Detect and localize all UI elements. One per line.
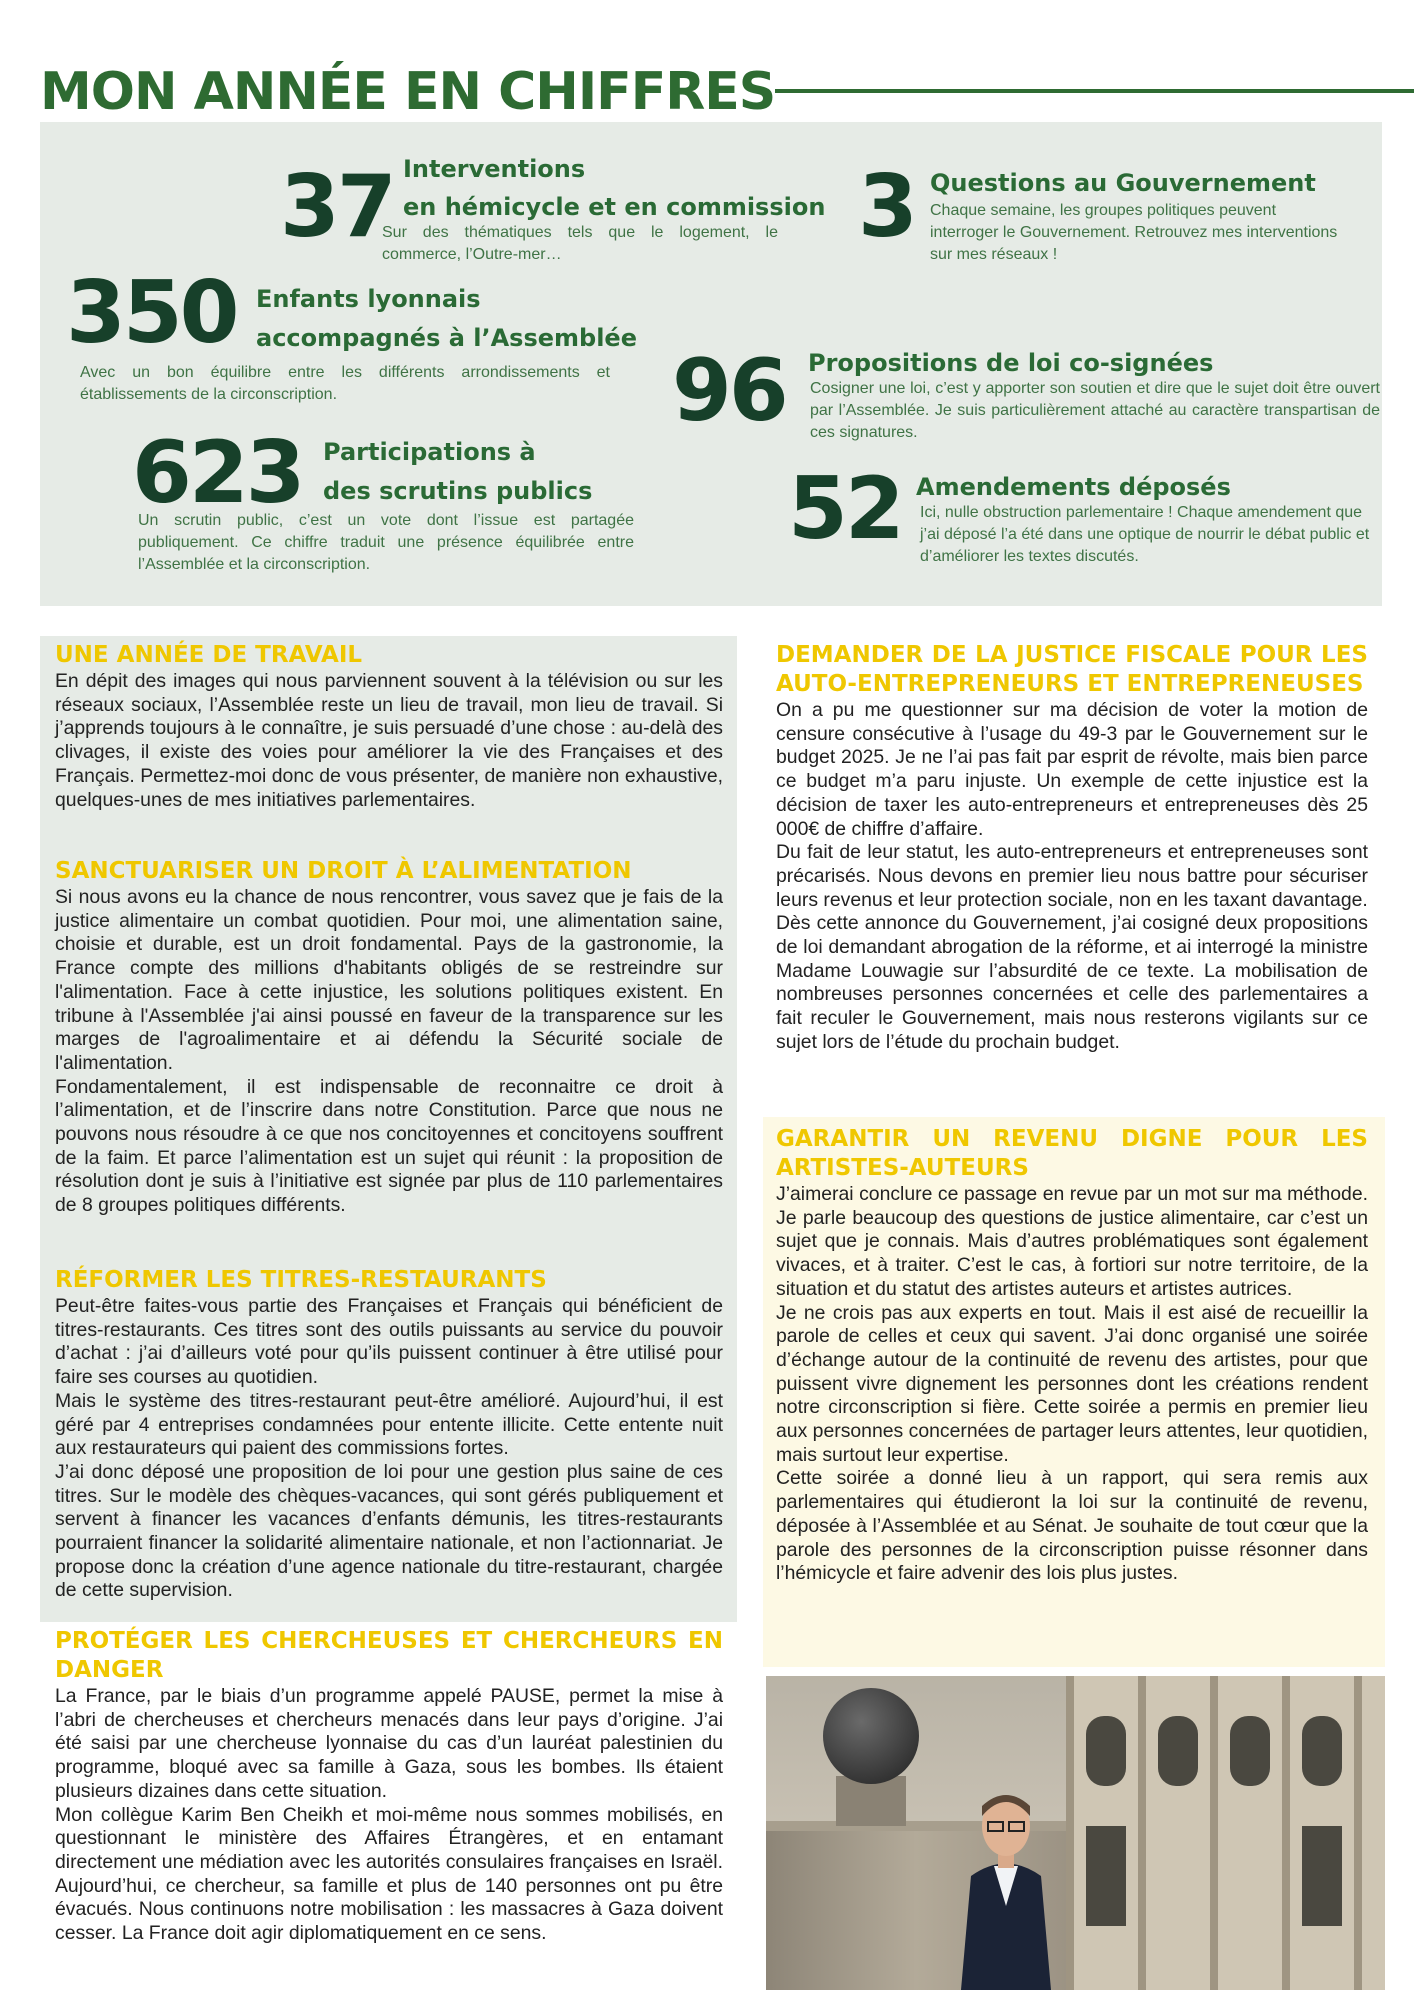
- section-title: DEMANDER DE LA JUSTICE FISCALE POUR LES AUTO-ENTREPRENEURS ET ENTREPRENEUSES: [776, 642, 1368, 697]
- section-titres-restaurants: [55, 1266, 723, 1603]
- section-body: Peut-être faites-vous partie des Françaises et Français qui bénéficient de titres-restaurants. Ces titres sont des outils puissants au service du pouvoir d’achat : j’ai d’ailleurs voté pour qu’ils puissent continuer à être utilisé pour faire ses courses au quotidien.: [55, 1295, 723, 1389]
- page-header: [40, 58, 1414, 128]
- section-body: Si nous avons eu la chance de nous rencontrer, vous savez que je fais de la justice alimentaire un combat quotidien. Pour moi, une alimentation saine, choisie et durable, est un droit fondamental. Pays de la gastronomie, la France compte des millions d'habitants obligés de se restreindre sur l'alimentation. Face à cette injustice, les solutions politiques existent. En tribune à l'Assemblée j'ai ainsi poussé en faveur de la transparence sur les marges de l'agroalimentaire et ai défendu la Sécurité sociale de l'alimentation.: [55, 886, 723, 1074]
- page-title: MON ANNÉE EN CHIFFRES: [40, 62, 776, 122]
- stat-title: en hémicycle et en commission: [403, 193, 826, 221]
- section-justice-fiscale: [776, 641, 1368, 1055]
- stat-title: des scrutins publics: [323, 477, 593, 505]
- deputy-photo: [766, 1676, 1385, 1990]
- title-rule: [775, 89, 1414, 93]
- stat-title: Questions au Gouvernement: [930, 169, 1316, 197]
- stat-description: Avec un bon équilibre entre les différents arrondissements et établissements de la circonscription.: [80, 364, 610, 403]
- stat-title: Amendements déposés: [916, 473, 1231, 501]
- section-title: SANCTUARISER UN DROIT À L’ALIMENTATION: [55, 858, 632, 884]
- section-title: RÉFORMER LES TITRES-RESTAURANTS: [55, 1267, 547, 1293]
- stat-description: Ici, nulle obstruction parlementaire ! Chaque amendement que j’ai déposé l’a été dans une optique de nourrir le débat public et d’améliorer les textes discutés.: [920, 504, 1370, 565]
- stats-panel: [40, 122, 1382, 606]
- stat-description: Cosigner une loi, c’est y apporter son soutien et dire que le sujet doit être ouvert par l’Assemblée. Je suis particulièrement attaché au caractère transpartisan de ces signatures.: [810, 380, 1380, 441]
- section-body: Cette soirée a donné lieu à un rapport, qui sera remis aux parlementaires qui étudieront la loi sur la continuité de revenu, déposée à l’Assemblée et au Sénat. Je souhaite de tout cœur que la parole des personnes de la circonscription puisse résonner dans l’hémicycle et faire advenir des lois plus justes.: [776, 1467, 1368, 1585]
- section-body: Je ne crois pas aux experts en tout. Mais il est aisé de recueillir la parole de celles et ceux qui savent. J’ai donc organisé une soirée d’échange autour de la continuité de revenu des artistes, pour que puissent vivre dignement les personnes dont les créations rendent notre circonscription si fière. Cette soirée a permis en premier lieu aux personnes concernées de partager leurs attentes, leur quotidien, mais surtout leur expertise.: [776, 1301, 1368, 1466]
- section-body: En dépit des images qui nous parviennent souvent à la télévision ou sur les réseaux sociaux, l’Assemblée reste un lieu de travail, mon lieu de travail. Si j’apprends toujours à le connaître, je suis persuadé d’une chose : au-delà des clivages, il existe des voies pour améliorer la vie des Françaises et des Français. Permettez-moi donc de vous présenter, de manière non exhaustive, quelques-unes de mes initiatives parlementaires.: [55, 670, 723, 811]
- section-title: GARANTIR UN REVENU DIGNE POUR LES ARTISTES-AUTEURS: [776, 1126, 1368, 1181]
- section-body: On a pu me questionner sur ma décision de voter la motion de censure consécutive à l’usage du 49-3 par le Gouvernement sur le budget 2025. Je ne l’ai pas fait par esprit de révolte, mais bien parce ce budget m’a paru injuste. Un exemple de cette injustice est la décision de taxer les auto-entrepreneurs et entrepreneuses dès 25 000€ de chiffre d’affaire.: [776, 699, 1368, 840]
- section-title: PROTÉGER LES CHERCHEUSES ET CHERCHEURS EN DANGER: [55, 1628, 723, 1683]
- stat-number: 52: [788, 459, 902, 559]
- section-body: Mais le système des titres-restaurant peut-être amélioré. Aujourd’hui, il est géré par 4 entreprises condamnées pour entente illicite. Cette entente nuit aux restaurateurs qui paient des commissions fortes.: [55, 1389, 723, 1460]
- stat-number: 37: [280, 157, 394, 257]
- stat-number: 96: [672, 341, 786, 441]
- stat-description: Chaque semaine, les groupes politiques peuvent interroger le Gouvernement. Retrouvez mes interventions sur mes réseaux !: [930, 202, 1338, 263]
- stat-number: 623: [132, 423, 303, 523]
- section-chercheurs: [55, 1627, 723, 1946]
- stat-number: 3: [858, 157, 915, 257]
- section-body: J’aimerai conclure ce passage en revue par un mot sur ma méthode. Je parle beaucoup des questions de justice alimentaire, car c’est un sujet que je connais. Mais d’autres problématiques sont également vivaces, et à traiter. C’est le cas, à fortiori sur notre territoire, de la situation et du statut des artistes auteurs et artistes autrices.: [776, 1183, 1368, 1300]
- stat-title: Participations à: [323, 438, 536, 466]
- stat-title: Propositions de loi co-signées: [808, 349, 1214, 377]
- stat-title: accompagnés à l’Assemblée: [256, 324, 637, 352]
- section-body: J’ai donc déposé une proposition de loi pour une gestion plus saine de ces titres. Sur le modèle des chèques-vacances, qui sont gérés publiquement et servent à financer les vacances d’enfants démunis, les titres-restaurants pourraient financer la solidarité alimentaire nationale, et non l’actionnariat. Je propose donc la création d’une agence nationale du titre-restaurant, chargée de cette supervision.: [55, 1460, 723, 1602]
- stat-number: 350: [66, 263, 237, 363]
- section-annee-travail: [55, 641, 723, 812]
- section-body: Du fait de leur statut, les auto-entrepreneurs et entrepreneuses sont précarisés. Nous devons en premier lieu nous battre pour sécuriser leurs revenus et leur protection sociale, non en les taxant davantage.: [776, 841, 1368, 911]
- stat-title: Enfants lyonnais: [256, 285, 481, 313]
- section-artistes-auteurs: [776, 1125, 1368, 1586]
- section-alimentation: [55, 857, 723, 1218]
- stat-title: Interventions: [403, 155, 586, 183]
- stat-description: Un scrutin public, c’est un vote dont l’issue est partagée publiquement. Ce chiffre traduit une présence équilibrée entre l’Assemblée et la circonscription.: [138, 512, 634, 573]
- section-body: Dès cette annonce du Gouvernement, j’ai cosigné deux propositions de loi demandant abrogation de la réforme, et ai interrogé la ministre Madame Louwagie sur l’absurdité de ce texte. La mobilisation de nombreuses personnes concernées et celle des parlementaires a fait reculer le Gouvernement, mais nous resterons vigilants sur ce sujet lors de l’étude du prochain budget.: [776, 912, 1368, 1053]
- section-body: Mon collègue Karim Ben Cheikh et moi-même nous sommes mobilisés, en questionnant le ministère des Affaires Étrangères, et en entamant directement une médiation avec les autorités consulaires françaises en Israël. Aujourd’hui, ce chercheur, sa famille et plus de 140 personnes ont pu être évacués. Nous continuons notre mobilisation : les massacres à Gaza doivent cesser. La France doit agir diplomatiquement en ce sens.: [55, 1803, 723, 1945]
- stat-description: Sur des thématiques tels que le logement, le commerce, l’Outre-mer…: [382, 224, 778, 263]
- section-body: Fondamentalement, il est indispensable de reconnaitre ce droit à l’alimentation, et de l’inscrire dans notre Constitution. Parce que nous ne pouvons nous résoudre à ce que nos concitoyennes et concitoyens souffrent de la faim. Et parce l’alimentation est un sujet qui réunit : la proposition de résolution dont je suis à l’initiative est signée par plus de 110 parlementaires de 8 groupes politiques différents.: [55, 1075, 723, 1217]
- section-title: UNE ANNÉE DE TRAVAIL: [55, 642, 363, 668]
- section-body: La France, par le biais d’un programme appelé PAUSE, permet la mise à l’abri de chercheuses et chercheurs menacés dans leur pays d’origine. J’ai été saisi par une chercheuse lyonnaise du cas d’un lauréat palestinien du programme, bloqué avec sa famille à Gaza, sous les bombes. Ils étaient plusieurs dizaines dans cette situation.: [55, 1685, 723, 1802]
